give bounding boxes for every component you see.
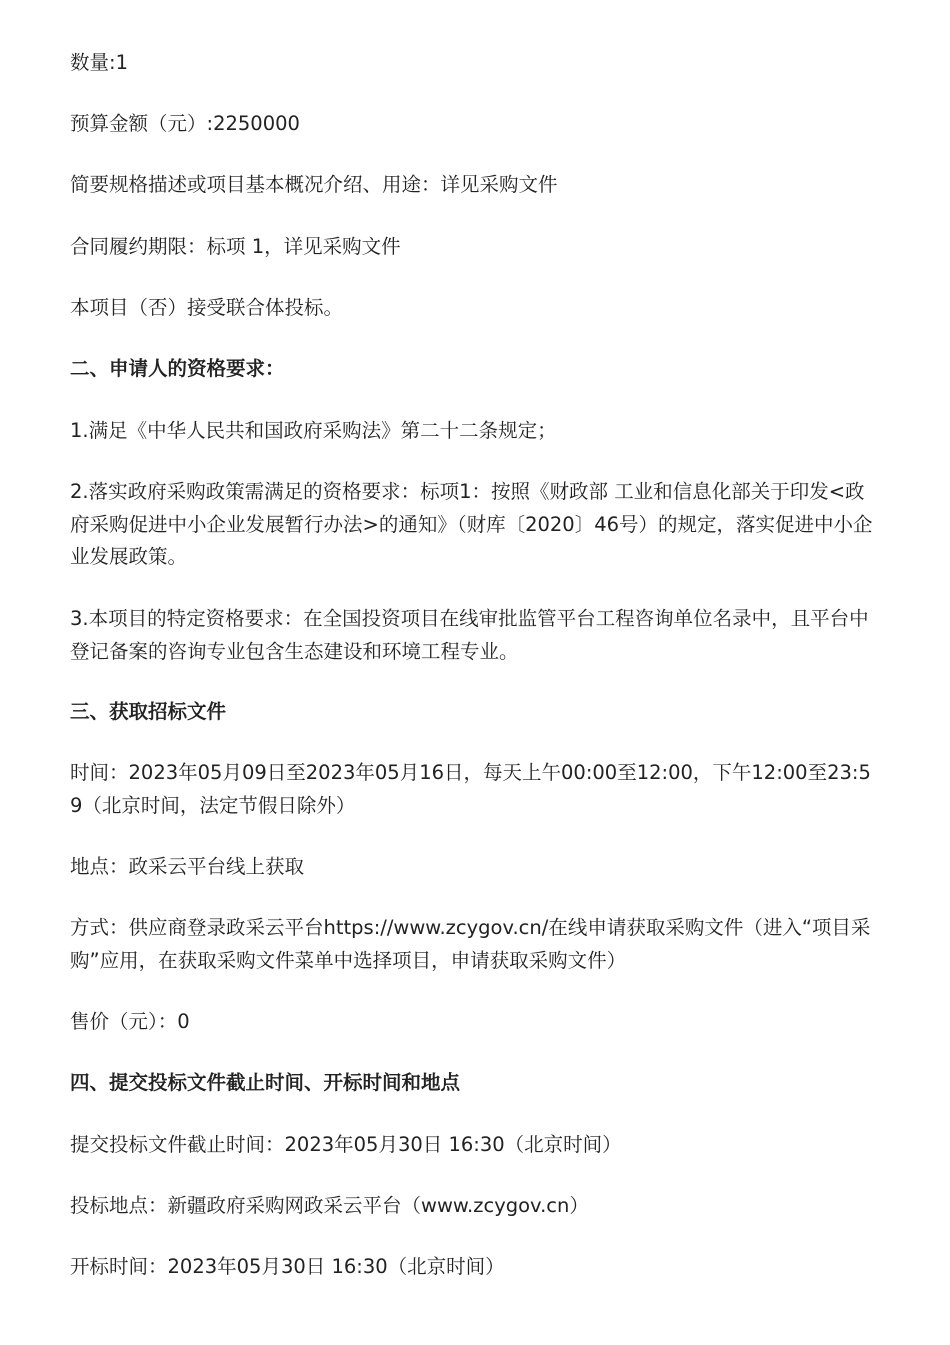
consortium-line: 本项目（否）接受联合体投标。 [70,296,344,319]
obtain-place-line: 地点：政采云平台线上获取 [70,855,305,878]
qualification-item-2: 2.落实政府采购政策需满足的资格要求：标项1：按照《财政部 工业和信息化部关于印发<政府采购促进中小企业发展暂行办法>的通知》（财库〔2020〕46号）的规定，落实促进中小企业发展政策。 [70,480,873,568]
spec-description-line: 简要规格描述或项目基本概况介绍、用途：详见采购文件 [70,173,558,196]
quantity-line: 数量:1 [70,51,128,74]
price-line: 售价（元）：0 [70,1010,190,1033]
budget-line: 预算金额（元）:2250000 [70,112,300,135]
obtain-method-line: 方式：供应商登录政采云平台https://www.zcygov.cn/在线申请获取采购文件（进入“项目采购”应用，在获取采购文件菜单中选择项目，申请获取采购文件） [70,916,871,972]
section-heading-deadline: 四、提交投标文件截止时间、开标时间和地点 [70,1071,461,1094]
qualification-item-1: 1.满足《中华人民共和国政府采购法》第二十二条规定； [70,419,557,442]
qualification-item-3: 3.本项目的特定资格要求：在全国投资项目在线审批监管平台工程咨询单位名录中，且平台中登记备案的咨询专业包含生态建设和环境工程专业。 [70,607,869,663]
section-heading-obtain-documents: 三、获取招标文件 [70,700,227,723]
bid-location-line: 投标地点：新疆政府采购网政采云平台（www.zcygov.cn） [70,1194,589,1217]
section-heading-qualifications: 二、申请人的资格要求： [70,357,285,380]
submission-deadline-line: 提交投标文件截止时间：2023年05月30日 16:30（北京时间） [70,1133,622,1156]
obtain-time-line: 时间：2023年05月09日至2023年05月16日，每天上午00:00至12:00，下午12:00至23:59（北京时间，法定节假日除外） [70,761,871,817]
opening-time-line: 开标时间：2023年05月30日 16:30（北京时间） [70,1255,505,1278]
contract-term-line: 合同履约期限：标项 1，详见采购文件 [70,235,401,258]
